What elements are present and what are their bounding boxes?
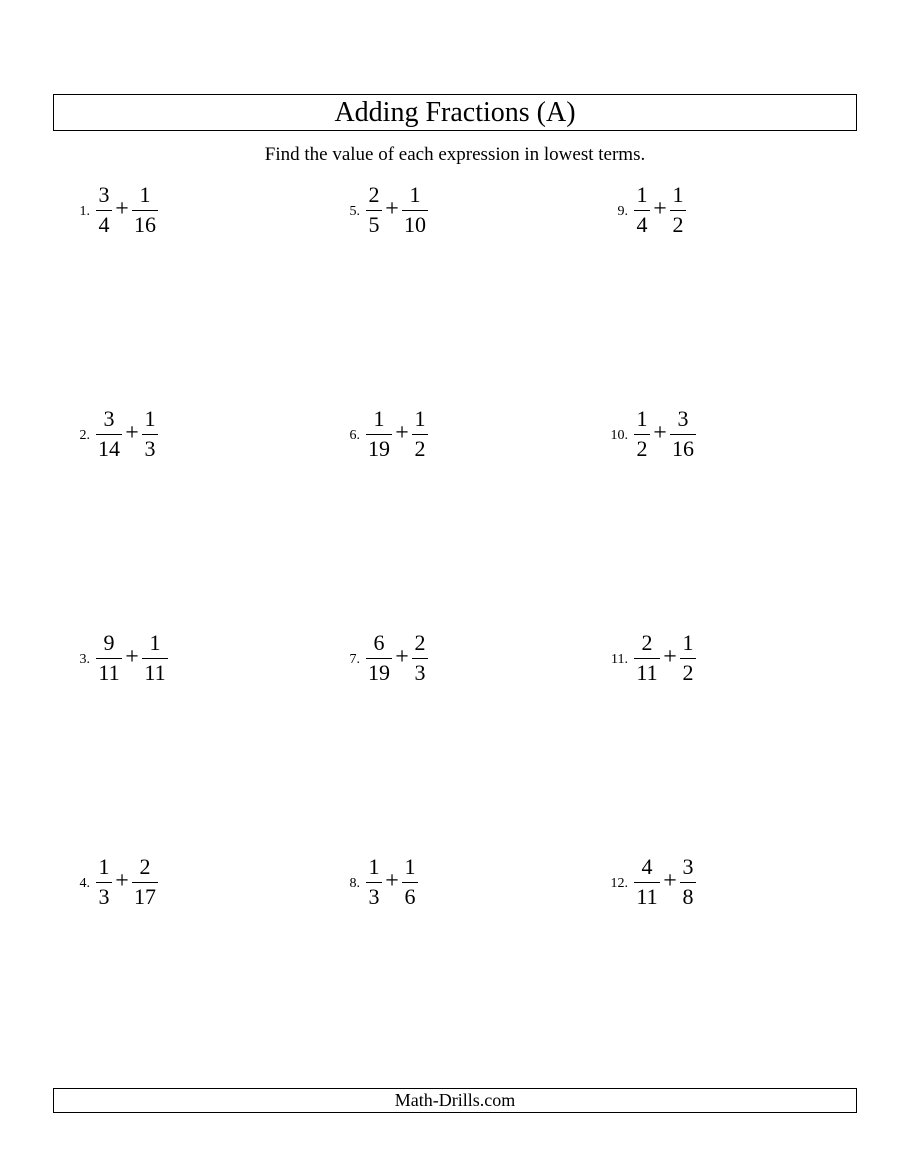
fraction	[96, 180, 112, 240]
numerator: 1	[682, 630, 694, 655]
worksheet-title: Adding Fractions (A)	[53, 94, 857, 131]
problem-item	[60, 404, 260, 484]
problem-number: 12.	[610, 876, 628, 891]
fraction-bar	[680, 882, 696, 883]
denominator: 3	[368, 884, 380, 909]
numerator: 1	[139, 182, 151, 207]
numerator: 2	[368, 182, 380, 207]
plus-sign: +	[395, 420, 409, 446]
problem-number: 3.	[79, 652, 90, 667]
denominator: 11	[636, 660, 658, 685]
fraction	[670, 404, 696, 464]
denominator: 4	[636, 212, 648, 237]
fraction	[142, 404, 158, 464]
problem-item	[598, 852, 798, 932]
fraction-bar	[366, 882, 382, 883]
fraction	[366, 628, 392, 688]
fraction	[96, 628, 122, 688]
denominator: 19	[368, 660, 390, 685]
fraction-bar	[670, 210, 686, 211]
numerator: 1	[373, 406, 385, 431]
denominator: 2	[682, 660, 694, 685]
plus-sign: +	[385, 196, 399, 222]
numerator: 1	[672, 182, 684, 207]
fraction	[670, 180, 686, 240]
numerator: 1	[404, 854, 416, 879]
numerator: 1	[636, 182, 648, 207]
problem-number: 8.	[349, 876, 360, 891]
denominator: 3	[414, 660, 426, 685]
numerator: 3	[98, 182, 110, 207]
plus-sign: +	[115, 196, 129, 222]
fraction-bar	[366, 434, 392, 435]
problem-item	[598, 628, 798, 708]
fraction	[402, 180, 428, 240]
numerator: 3	[103, 406, 115, 431]
fraction-bar	[366, 210, 382, 211]
fraction-bar	[132, 882, 158, 883]
plus-sign: +	[385, 868, 399, 894]
fraction-bar	[96, 434, 122, 435]
fraction	[132, 852, 158, 912]
plus-sign: +	[663, 644, 677, 670]
fraction-bar	[366, 658, 392, 659]
denominator: 5	[368, 212, 380, 237]
fraction	[402, 852, 418, 912]
problem-number: 11.	[611, 652, 628, 667]
fraction	[634, 852, 660, 912]
numerator: 3	[677, 406, 689, 431]
fraction	[366, 180, 382, 240]
fraction-bar	[670, 434, 696, 435]
fraction	[680, 852, 696, 912]
fraction-bar	[634, 882, 660, 883]
problem-item	[60, 628, 260, 708]
fraction	[142, 628, 168, 688]
fraction-bar	[634, 210, 650, 211]
fraction	[412, 628, 428, 688]
denominator: 2	[636, 436, 648, 461]
instructions: Find the value of each expression in lowest terms.	[264, 144, 646, 165]
fraction-bar	[142, 658, 168, 659]
numerator: 4	[641, 854, 653, 879]
problem-number: 5.	[349, 204, 360, 219]
numerator: 2	[139, 854, 151, 879]
plus-sign: +	[395, 644, 409, 670]
problem-number: 10.	[610, 428, 628, 443]
denominator: 6	[404, 884, 416, 909]
fraction	[634, 180, 650, 240]
fraction-bar	[412, 658, 428, 659]
numerator: 1	[409, 182, 421, 207]
numerator: 1	[636, 406, 648, 431]
fraction-bar	[402, 210, 428, 211]
denominator: 11	[144, 660, 166, 685]
plus-sign: +	[115, 868, 129, 894]
plus-sign: +	[653, 420, 667, 446]
denominator: 2	[414, 436, 426, 461]
denominator: 2	[672, 212, 684, 237]
fraction	[412, 404, 428, 464]
problem-number: 7.	[349, 652, 360, 667]
fraction	[634, 628, 660, 688]
denominator: 16	[134, 212, 156, 237]
numerator: 1	[368, 854, 380, 879]
fraction-bar	[142, 434, 158, 435]
footer-credit: Math-Drills.com	[53, 1088, 857, 1113]
denominator: 14	[98, 436, 120, 461]
fraction-bar	[680, 658, 696, 659]
plus-sign: +	[663, 868, 677, 894]
denominator: 4	[98, 212, 110, 237]
denominator: 11	[636, 884, 658, 909]
problem-item	[330, 180, 530, 260]
fraction-bar	[96, 882, 112, 883]
fraction	[680, 628, 696, 688]
fraction	[132, 180, 158, 240]
numerator: 1	[98, 854, 110, 879]
problem-number: 6.	[349, 428, 360, 443]
problem-item	[598, 180, 798, 260]
problem-item	[60, 852, 260, 932]
problem-item	[330, 628, 530, 708]
fraction	[96, 852, 112, 912]
denominator: 3	[144, 436, 156, 461]
problem-number: 2.	[79, 428, 90, 443]
fraction-bar	[634, 658, 660, 659]
problem-item	[598, 404, 798, 484]
fraction	[634, 404, 650, 464]
denominator: 16	[672, 436, 694, 461]
problem-number: 9.	[617, 204, 628, 219]
problem-item	[330, 852, 530, 932]
fraction	[366, 404, 392, 464]
numerator: 9	[103, 630, 115, 655]
numerator: 1	[149, 630, 161, 655]
numerator: 2	[414, 630, 426, 655]
denominator: 8	[682, 884, 694, 909]
denominator: 11	[98, 660, 120, 685]
plus-sign: +	[653, 196, 667, 222]
problem-item	[60, 180, 260, 260]
plus-sign: +	[125, 644, 139, 670]
numerator: 1	[414, 406, 426, 431]
plus-sign: +	[125, 420, 139, 446]
problem-item	[330, 404, 530, 484]
numerator: 1	[144, 406, 156, 431]
denominator: 19	[368, 436, 390, 461]
fraction	[96, 404, 122, 464]
numerator: 3	[682, 854, 694, 879]
fraction-bar	[402, 882, 418, 883]
denominator: 17	[134, 884, 156, 909]
numerator: 2	[641, 630, 653, 655]
denominator: 3	[98, 884, 110, 909]
fraction-bar	[96, 210, 112, 211]
problem-number: 1.	[79, 204, 90, 219]
fraction-bar	[96, 658, 122, 659]
fraction-bar	[634, 434, 650, 435]
numerator: 6	[373, 630, 385, 655]
fraction-bar	[132, 210, 158, 211]
denominator: 10	[404, 212, 426, 237]
fraction	[366, 852, 382, 912]
problem-number: 4.	[79, 876, 90, 891]
fraction-bar	[412, 434, 428, 435]
